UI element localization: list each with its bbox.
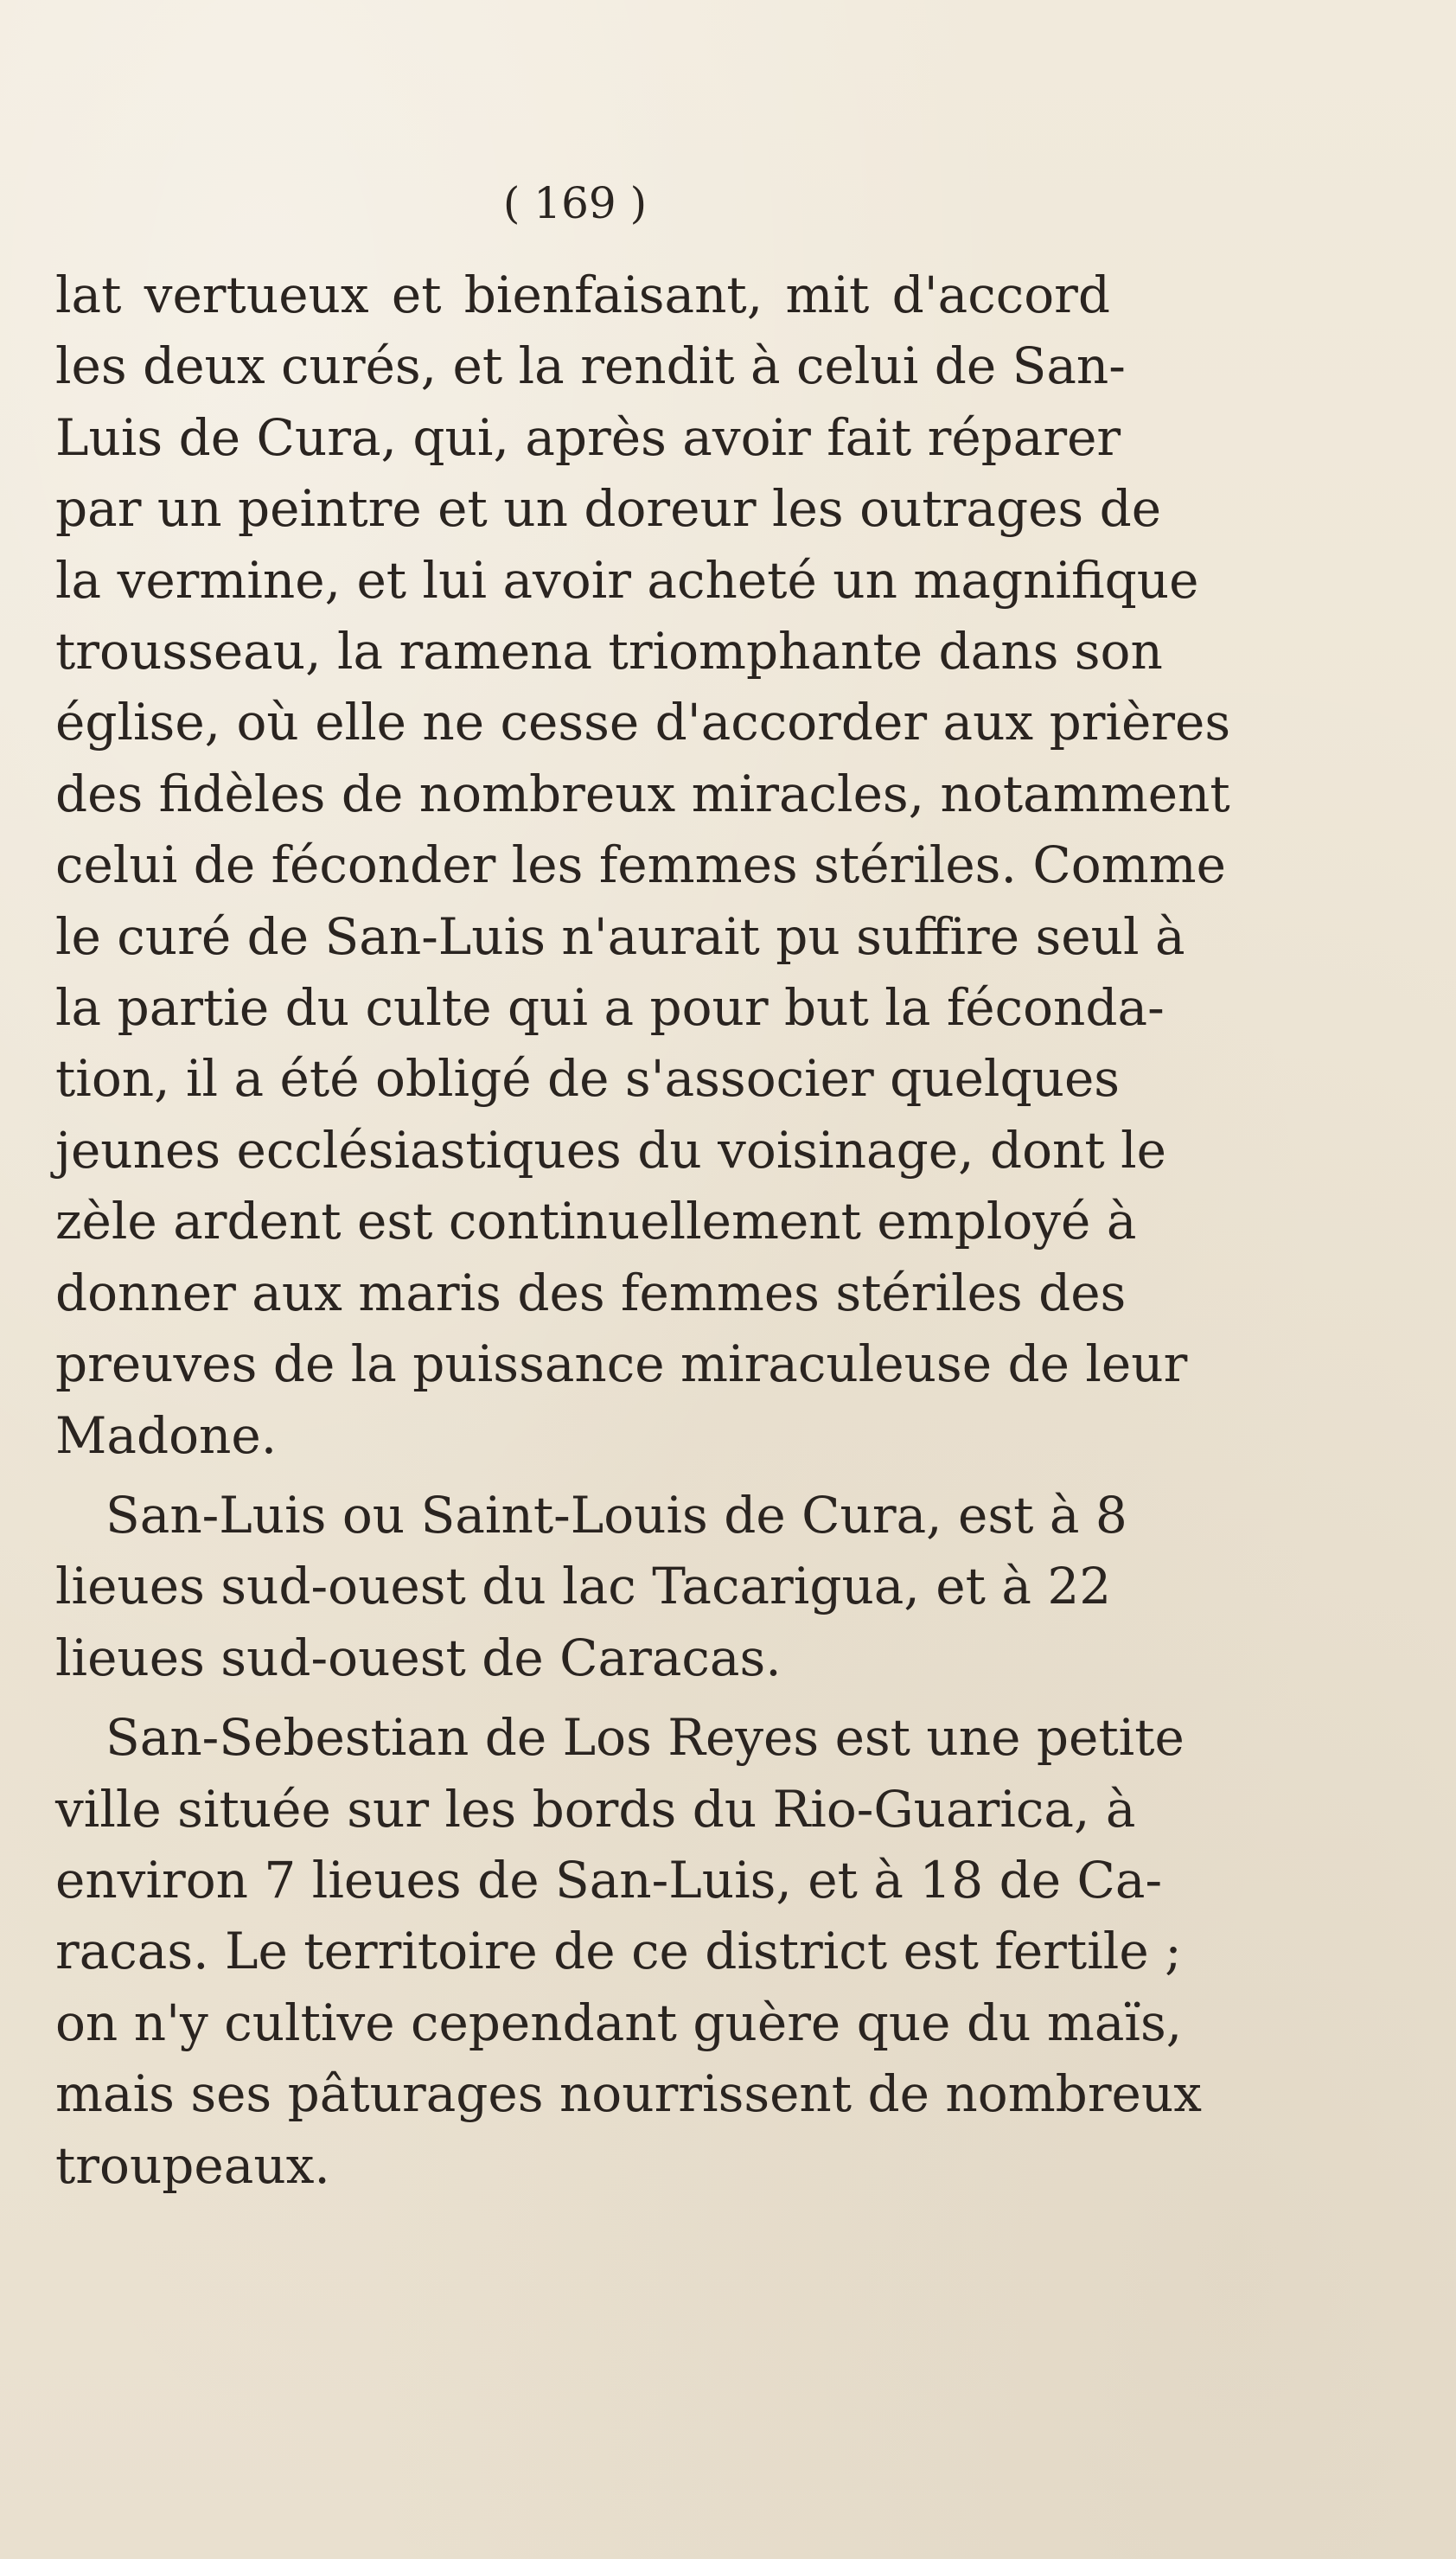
- text-line: la vermine, et lui avoir acheté un magnifique: [55, 550, 1199, 610]
- text-line: celui de féconder les femmes stériles. Comme: [55, 835, 1226, 895]
- text-line: Luis de Cura, qui, après avoir fait réparer: [55, 407, 1121, 467]
- text-line: jeunes ecclésiastiques du voisinage, dont le: [55, 1120, 1166, 1180]
- text-line: la partie du culte qui a pour but la féconda-: [55, 978, 1165, 1038]
- text-line: ville située sur les bords du Rio-Guarica, à: [55, 1779, 1136, 1839]
- body-text: [55, 259, 1231, 2201]
- text-line: San-Sebestian de Los Reyes est une petite: [105, 1708, 1185, 1768]
- page-number: ( 169 ): [502, 178, 648, 228]
- text-line: donner aux maris des femmes stériles des: [55, 1263, 1127, 1322]
- text-line: San-Luis ou Saint-Louis de Cura, est à 8: [105, 1485, 1127, 1545]
- text-line: lat vertueux et bienfaisant, mit d'accord: [55, 265, 1110, 324]
- text-line: le curé de San-Luis n'aurait pu suffire seul à: [55, 906, 1185, 966]
- text-line: zèle ardent est continuellement employé à: [55, 1192, 1137, 1251]
- text-line: mais ses pâturages nourrissent de nombreux: [55, 2064, 1202, 2124]
- text-line: Madone.: [55, 1405, 278, 1465]
- text-line: tion, il a été obligé de s'associer quelques: [55, 1049, 1121, 1109]
- text-line: racas. Le territoire de ce district est fertile ;: [55, 1922, 1182, 1981]
- text-line: les deux curés, et la rendit à celui de San-: [55, 336, 1126, 396]
- text-line: lieues sud-ouest du lac Tacarigua, et à 22: [55, 1557, 1112, 1616]
- text-line: on n'y cultive cependant guère que du maïs,: [55, 1993, 1183, 2052]
- text-line: lieues sud-ouest de Caracas.: [55, 1628, 782, 1687]
- text-line: des fidèles de nombreux miracles, notamment: [55, 764, 1230, 823]
- text-line: trousseau, la ramena triomphante dans son: [55, 622, 1163, 681]
- text-line: troupeaux.: [55, 2135, 330, 2195]
- text-line: par un peintre et un doreur les outrages de: [55, 479, 1162, 539]
- text-line: église, où elle ne cesse d'accorder aux prières: [55, 693, 1231, 752]
- text-line: preuves de la puissance miraculeuse de leur: [55, 1334, 1188, 1394]
- text-line: environ 7 lieues de San-Luis, et à 18 de Ca-: [55, 1850, 1163, 1910]
